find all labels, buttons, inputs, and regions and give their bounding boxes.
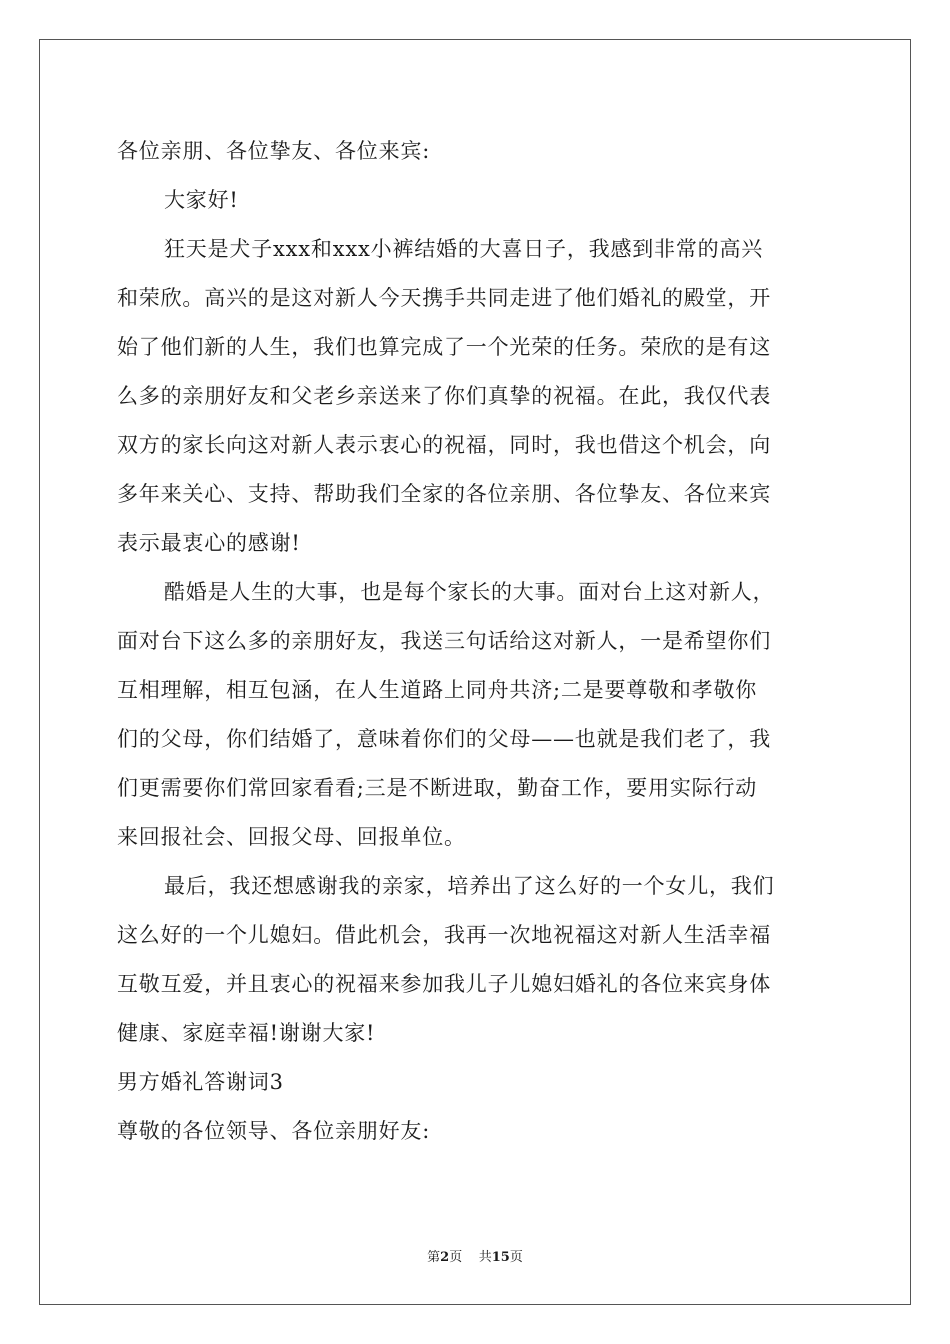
text-line: 面对台下这么多的亲朋好友，我送三句话给这对新人，一是希望你们: [117, 629, 771, 653]
text-line: 来回报社会、回报父母、回报单位。: [117, 825, 466, 849]
total-pages: 15: [491, 1250, 510, 1265]
footer-total-suffix: 页: [509, 1250, 523, 1265]
document-body: [117, 127, 835, 1156]
text-line: 互相理解，相互包涵，在人生道路上同舟共济;二是要尊敬和孝敬你: [117, 678, 758, 702]
paragraph-3: [117, 862, 835, 1058]
text-line: 们更需要你们常回家看看;三是不断进取，勤奋工作，要用实际行动: [117, 776, 758, 800]
section-title: 男方婚礼答谢词3: [117, 1070, 284, 1094]
footer-page-suffix: 页: [449, 1250, 463, 1265]
text-line: 们的父母，你们结婚了，意味着你们的父母——也就是我们老了，我: [117, 727, 771, 751]
greeting: 大家好!: [164, 188, 239, 212]
text-line: 互敬互爱，并且衷心的祝福来参加我儿子儿媳妇婚礼的各位来宾身体: [117, 972, 771, 996]
next-salutation: 尊敬的各位领导、各位亲朋好友:: [117, 1119, 431, 1143]
page-footer: [0, 1246, 950, 1265]
text-line: 健康、家庭幸福!谢谢大家!: [117, 1021, 376, 1045]
salutation: 各位亲朋、各位挚友、各位来宾:: [117, 139, 431, 163]
text-line: 酷婚是人生的大事，也是每个家长的大事。面对台上这对新人，: [164, 580, 775, 604]
text-line: 始了他们新的人生，我们也算完成了一个光荣的任务。荣欣的是有这: [117, 335, 771, 359]
paragraph-2: [117, 568, 835, 862]
text-line: 双方的家长向这对新人表示衷心的祝福，同时，我也借这个机会，向: [117, 433, 771, 457]
text-line: 狂天是犬子xxx和xxx小裤结婚的大喜日子，我感到非常的高兴: [164, 237, 764, 261]
text-line: 多年来关心、支持、帮助我们全家的各位亲朋、各位挚友、各位来宾: [117, 482, 771, 506]
text-line: 和荣欣。高兴的是这对新人今天携手共同走进了他们婚礼的殿堂，开: [117, 286, 771, 310]
paragraph-1: [117, 225, 835, 568]
text-line: 么多的亲朋好友和父老乡亲送来了你们真挚的祝福。在此，我仅代表: [117, 384, 771, 408]
footer-total-prefix: 共: [478, 1250, 492, 1265]
footer-prefix: 第: [427, 1250, 441, 1265]
text-line: 这么好的一个儿媳妇。借此机会，我再一次地祝福这对新人生活幸福: [117, 923, 771, 947]
page-number: 2: [440, 1250, 450, 1265]
text-line: 表示最衷心的感谢!: [117, 531, 301, 555]
text-line: 最后，我还想感谢我的亲家，培养出了这么好的一个女儿，我们: [164, 874, 775, 898]
